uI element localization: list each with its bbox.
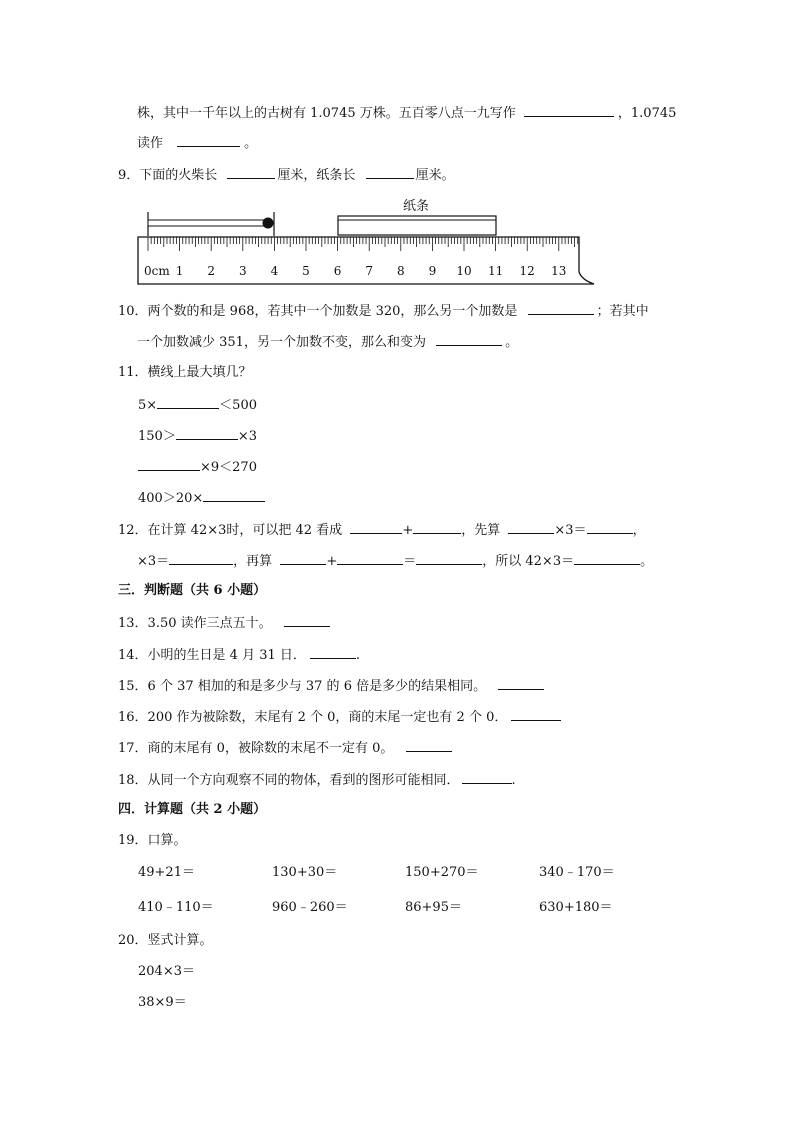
q20-title: 20．竖式计算。 [118,933,213,948]
q14-blank[interactable] [310,645,356,659]
q8-line1-end: ，1.0745 [617,106,677,121]
q11-r3-post: ×9＜270 [200,460,257,475]
q12-p6: ，再算 [233,554,273,569]
q10-blank-sum[interactable] [436,332,502,346]
q12-p7: ，所以 42×3＝ [482,554,575,569]
q12-line1 [118,520,646,540]
q13-line [118,613,330,633]
q9-text-a: 9．下面的火柴长 [118,168,218,183]
q11-row4 [138,488,265,508]
ruler-tick-label: 3 [238,264,247,278]
q18-end: . [511,773,516,788]
q10-line1 [118,301,649,321]
q14-text: 14．小明的生日是 4 月 31 日． [118,648,306,663]
q8-line1-text: 株，其中一千年以上的古树有 1.0745 万株。五百零八点一九写作 [137,106,516,121]
q12-blank-b[interactable] [413,520,461,534]
q18-blank[interactable] [462,770,512,784]
ruler-figure [134,190,609,290]
q10-line2 [137,332,518,352]
q12-p3: ×3＝ [554,523,587,538]
q16-text: 16．200 作为被除数，末尾有 2 个 0，商的末尾一定也有 2 个 0． [118,710,508,725]
q11-r4-pre: 400＞20× [138,491,204,506]
q18-line [118,770,516,790]
ruler-tick-label: 6 [333,264,342,278]
q12-blank-c[interactable] [508,520,554,534]
q19-item: 86+95＝ [405,900,462,915]
q8-line2-text: 读作 [137,136,164,151]
q11-r2-pre: 150＞ [138,429,176,444]
q10-line2-text: 一个加数减少 351，另一个加数不变，那么和变为 [137,335,426,350]
ruler-tick-label: 1 [175,264,184,278]
ruler-tick-label: 7 [365,264,374,278]
q12-blank-f[interactable] [280,551,326,565]
ruler-tick-label: 4 [270,264,279,278]
q19-item: 340﹣170＝ [539,865,615,880]
ruler-tick-label: 5 [302,264,310,278]
q19-item: 960﹣260＝ [272,900,348,915]
q15-line [118,676,544,696]
section4-title: 四．计算题（共 2 小题） [118,802,267,817]
q9-blank-paper[interactable] [366,165,414,179]
q11-row3 [138,457,257,477]
q19-item: 410﹣110＝ [138,900,214,915]
section3-title: 三．判断题（共 6 小题） [118,583,267,598]
ruler-tick-label: 9 [428,264,437,278]
q20-item: 38×9＝ [138,995,187,1010]
matchstick [148,212,274,236]
q14-line [118,645,360,665]
q11-title: 11．横线上最大填几？ [118,365,252,380]
q12-p8: 。 [640,554,654,569]
q12-plus: + [402,523,414,538]
q11-r2-post: ×3 [237,429,257,444]
ruler-tick-label: 13 [551,264,567,278]
ruler-tick-label: 12 [519,264,535,278]
q15-blank[interactable] [498,676,544,690]
q9-blank-match[interactable] [227,165,275,179]
q10-blank-addend[interactable] [528,301,594,315]
ruler-tick-label: 11 [487,264,504,278]
q8-line2 [137,133,257,153]
q10-line2-end: 。 [505,335,519,350]
q11-blank2[interactable] [176,426,238,440]
q12-p2: ，先算 [461,523,501,538]
q16-line [118,707,561,727]
q13-text: 13．3.50 读作三点五十。 [118,616,272,631]
q9-line [118,165,455,185]
q16-blank[interactable] [511,707,561,721]
q12-blank-a[interactable] [350,520,402,534]
q19-item: 630+180＝ [539,900,613,915]
q12-plus2: + [326,554,338,569]
q18-text: 18．从同一个方向观察不同的物体，看到的图形可能相同． [118,773,460,788]
paper-label: 纸条 [402,199,430,214]
ruler-tick-label: 8 [396,264,405,278]
q12-p1: 12．在计算 42×3时，可以把 42 看成 [118,523,343,538]
q12-p4: ， [632,523,646,538]
q8-line1 [137,103,676,123]
q19-title: 19．口算。 [118,833,187,848]
q12-blank-e[interactable] [169,551,233,565]
q12-blank-g[interactable] [337,551,403,565]
q11-blank4[interactable] [203,488,265,502]
q9-text-b: 厘米，纸条长 [277,168,356,183]
q11-blank1[interactable] [157,395,219,409]
q14-end: . [355,648,361,663]
q10-line1-end: ；若其中 [596,304,649,319]
q19-item: 49+21＝ [138,865,195,880]
q12-eq: ＝ [403,554,417,569]
q11-blank3[interactable] [138,457,200,471]
q19-item: 150+270＝ [405,865,479,880]
q19-item: 130+30＝ [272,865,338,880]
paper-strip [338,216,496,235]
q11-row1 [138,395,257,415]
q9-text-c: 厘米。 [415,168,455,183]
q17-line [118,738,452,758]
ruler-tick-label: 0cm [144,264,170,278]
q17-text: 17．商的末尾有 0，被除数的末尾不一定有 0。 [118,741,394,756]
q10-line1-text: 10．两个数的和是 968，若其中一个加数是 320，那么另一个加数是 [118,304,518,319]
q20-item: 204×3＝ [138,964,195,979]
q12-blank-d[interactable] [587,520,633,534]
q17-blank[interactable] [406,738,452,752]
q8-blank-read[interactable] [177,133,240,147]
ruler-tick-label: 10 [456,264,472,278]
match-head [263,218,274,229]
q11-r1-pre: 5× [138,398,158,413]
q11-row2 [138,426,257,446]
q15-text: 15．6 个 37 相加的和是多少与 37 的 6 倍是多少的结果相同。 [118,679,487,694]
q11-r1-post: ＜500 [219,398,257,413]
q12-line2 [137,551,653,571]
q13-blank[interactable] [284,613,330,627]
q8-blank-write[interactable] [524,103,614,117]
q8-line2-end: 。 [244,136,258,151]
q12-p5: ×3＝ [137,554,170,569]
q12-blank-i[interactable] [574,551,640,565]
ruler-tick-label: 2 [207,264,216,278]
q12-blank-h[interactable] [416,551,482,565]
